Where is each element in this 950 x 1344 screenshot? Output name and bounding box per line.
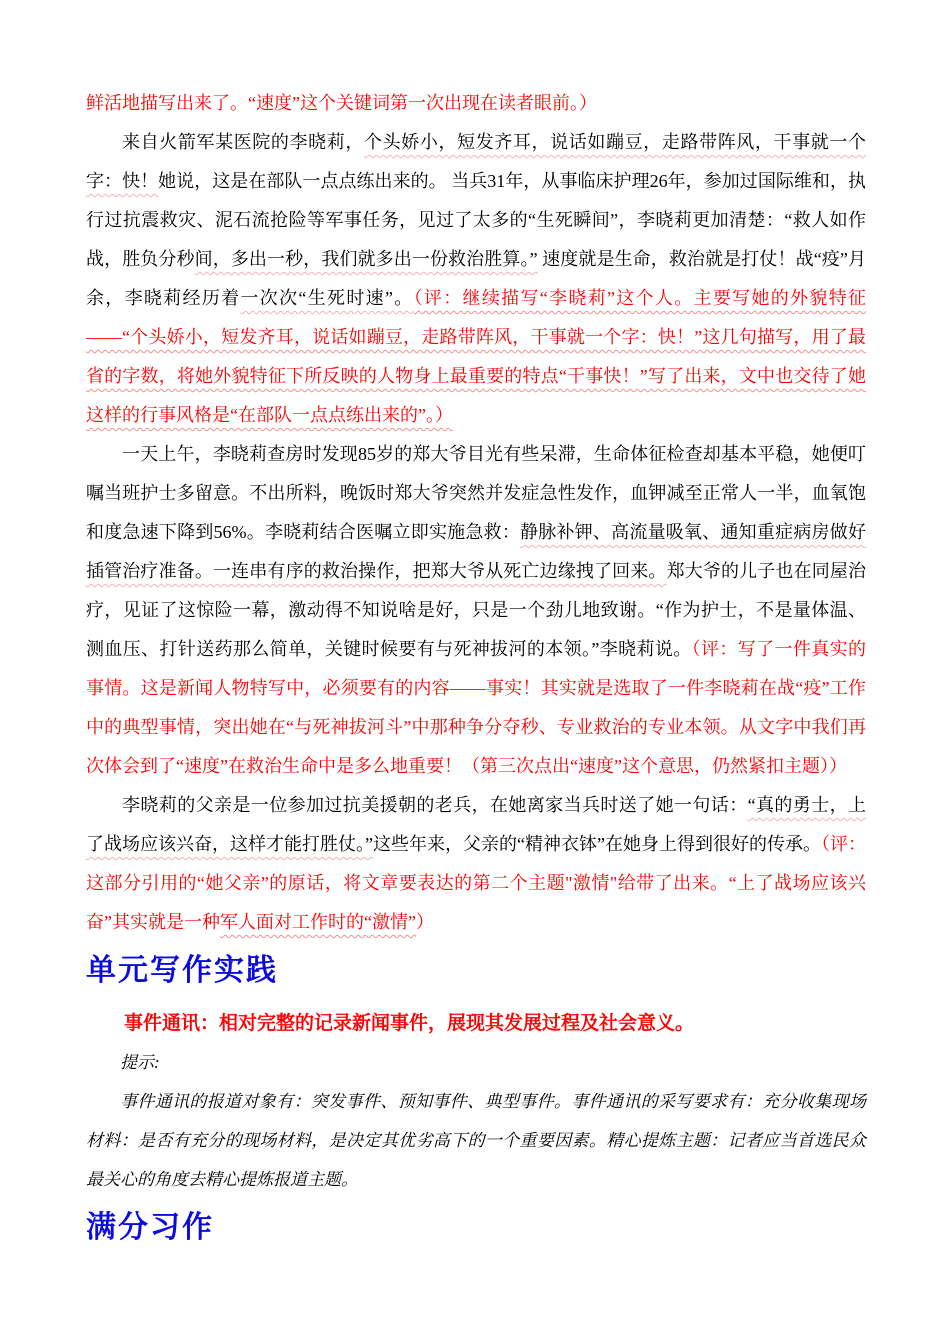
paragraph-li-xiaoli-intro xyxy=(86,123,866,435)
text-segment: 军人面对工作时的“激情” xyxy=(220,912,416,932)
red-continuation-paragraph xyxy=(86,84,866,123)
text-segment: （评：写了一件真实的事情。这是新闻人物特写中，必须要有的内容——事实！其实就是选取了一件李晓莉在战“疫”工作中的典型事情，突出她在“与死神拔河斗”中那种争分夺秒、专业救治的专业本领。从文字中我们再次体会到了“速度”在救治生命中是多么地重要！（第三次点出“速度”这个意思，仍然紧扣主题）） xyxy=(86,639,866,776)
paragraph-rescue-event xyxy=(86,435,866,786)
hint-label xyxy=(86,1043,866,1082)
text-segment: 事件通讯的报道对象有：突发事件、预知事件、典型事件。事件通讯的采写要求有：充分收集现场材料：是否有充分的现场材料，是决定其优劣高下的一个重要因素。精心提炼主题：记者应当首选民众最关心的角度去精心提炼报道主题。 xyxy=(86,1092,866,1189)
hint-paragraph xyxy=(86,1082,866,1199)
section-heading-unit-writing-practice: 单元写作实践 xyxy=(86,954,278,987)
text-segment: 鲜活地描写出来了。“速度”这个关键词第一次出现在读者眼前。） xyxy=(86,93,597,113)
text-segment: 来自火箭军某医院的李晓莉， xyxy=(122,132,364,152)
text-segment: 郑大爷的儿子也在同屋治疗，见证了这惊险一幕，激动得不知说啥是好，只是一个劲儿地致谢。“作为护士，不是量体温、测血压、打针送药那么简单，关键时候要有与死神拔河的本领。”李晓莉说。 xyxy=(86,561,867,659)
text-segment: 这些年来，父亲的“精神衣钵”在她身上得到很好的传承。 xyxy=(373,834,821,854)
text-segment: ） xyxy=(415,912,434,932)
text-segment: “真的勇士，上了战场应该兴奋，这样才能打胜仗。” xyxy=(86,795,866,854)
text-segment: 她说，这是在部队一点点练出来的。 当兵31年，从事临床护理26年，参加过国际维和，执行过抗震救灾、泥石流抢险等军事任务，见过了太多的“生死瞬间”，李晓莉更加清楚：“救人如作战，胜负分秒 xyxy=(86,171,866,269)
text-segment: 一天上午，李晓莉查房时发现85岁的郑大爷目光有些呆滞，生命体征检查却基本平稳，她便叮嘱当班护士多留意。不出所料，晚饭时郑大爷突然并发症急性发作，血钾减至正常人一半，血氧饱和度急速下降到56%。李晓莉结合医嘱立即实施急救： xyxy=(86,444,866,542)
paragraph-father-veteran xyxy=(86,786,866,942)
document-body xyxy=(86,84,866,1249)
key-point-event-report xyxy=(86,1004,866,1043)
text-segment: 间，多出一秒，我们就多出一份救治胜算。” xyxy=(194,249,538,269)
text-segment: 一次次“生死时速”。 xyxy=(240,288,414,308)
text-segment: 李晓莉的父亲是一位参加过抗美援朝的老兵，在她离家当兵时送了她一句话： xyxy=(122,795,748,815)
section-heading-top-essay: 满分习作 xyxy=(86,1211,214,1244)
text-segment: （评：这部分引用的“她父亲”的原话，将文章要表达的第二个主题"激情"给带了出来。“上了战场应该兴奋”其实就是一种 xyxy=(86,834,867,932)
text-segment: 速度就是生命，救治就是打仗！战“疫”月余，李晓莉经历着 xyxy=(86,249,866,308)
text-segment: 个头娇小，短发齐耳，说话如蹦豆，走路带阵风，干事就一个字：快！ xyxy=(86,132,866,191)
text-segment: 静脉补钾、高流量吸氧、通知重症病房做好插管治疗准备。一连串有序的救治操作，把郑大爷从死亡边缘拽了回来。 xyxy=(86,522,866,581)
text-segment: （评：继续描写“李晓莉”这个人。主要写她的外貌特征——“个头娇小，短发齐耳，说话如蹦豆，走路带阵风，干事就一个字：快！”这几句描写，用了最省的字数，将她外貌特征下所反映的人物身上最重要的特点“干事快！”写了出来，文中也交待了她这样的行事风格是“在部队一点点练出来的”。） xyxy=(86,288,867,425)
text-segment: 事件通讯：相对完整的记录新闻事件，展现其发展过程及社会意义。 xyxy=(124,1013,695,1034)
text-segment: 提示: xyxy=(120,1053,160,1072)
